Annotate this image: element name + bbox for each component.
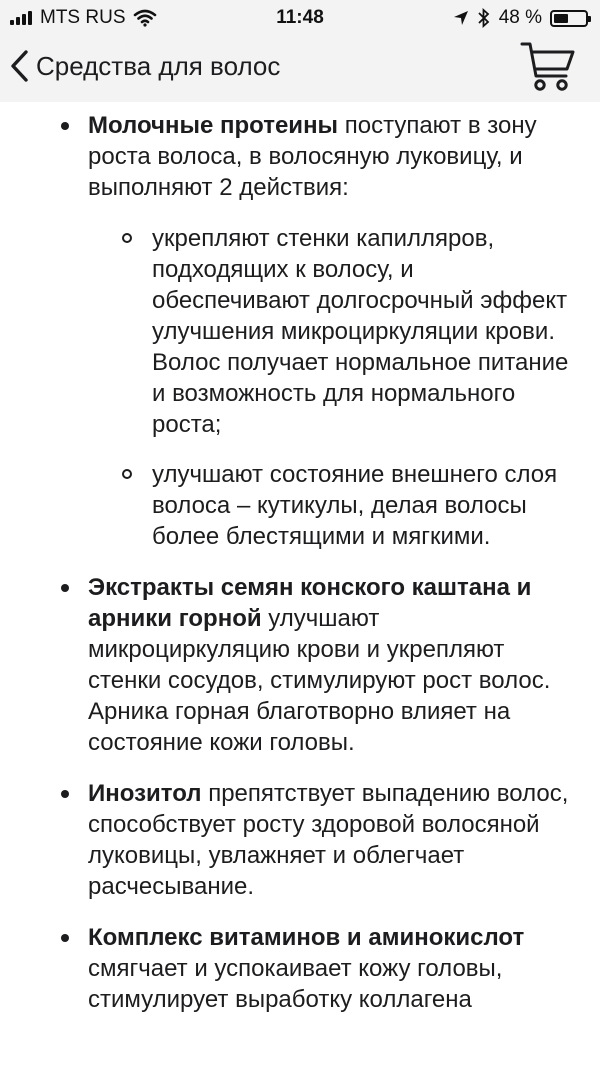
top-bar — [0, 0, 600, 102]
ingredient-name: Инозитол — [88, 780, 202, 807]
list-item — [88, 110, 570, 552]
sub-list — [88, 223, 570, 552]
sub-list-item: улучшают состояние внешнего слоя волоса – кутикулы, делая волосы более блестящими и мягкими. — [152, 459, 570, 552]
cart-icon — [520, 38, 576, 94]
ingredient-description: улучшают микроциркуляцию крови и укрепляют стенки сосудов, стимулируют рост волос. Арника горная благотворно влияет на состояние кожи головы. — [88, 605, 551, 756]
carrier-name: MTS RUS — [40, 7, 126, 28]
list-item — [88, 778, 570, 902]
chevron-left-icon — [8, 49, 30, 83]
ingredient-name: Экстракты семян конского каштана и арники горной — [88, 574, 532, 632]
ingredient-list — [0, 102, 600, 1015]
battery-cap — [588, 16, 591, 22]
ingredient-description: смягчает и успокаивает кожу головы, стимулирует выработку коллагена — [88, 955, 503, 1013]
list-item — [88, 572, 570, 758]
status-time: 11:48 — [276, 7, 324, 28]
bluetooth-icon — [477, 8, 491, 28]
status-bar — [0, 0, 600, 34]
battery-fill — [554, 14, 568, 23]
sub-list-item: укрепляют стенки капилляров, подходящих к волосу, и обеспечивают долгосрочный эффект улучшения микроциркуляции крови. Волос получает нормальное питание и возможность для нормального роста; — [152, 225, 569, 438]
cart-button[interactable] — [520, 38, 576, 94]
page-title: Средства для волос — [36, 50, 281, 81]
ingredient-name: Молочные протеины — [88, 112, 339, 139]
back-button[interactable] — [8, 44, 280, 88]
nav-bar — [0, 34, 600, 102]
ingredient-description: поступают в зону роста волоса, в волосяную луковицу, и выполняют 2 действия: — [88, 112, 537, 201]
ingredient-name: Комплекс витаминов и аминокислот — [88, 924, 525, 951]
article-content — [0, 102, 600, 1066]
list-item — [88, 922, 570, 1015]
status-right — [453, 7, 588, 29]
location-arrow-icon — [453, 10, 469, 26]
ingredient-description: препятствует выпадению волос, способствует росту здоровой волосяной луковицы, увлажняет и облегчает расчесывание. — [88, 780, 569, 900]
battery-icon — [550, 10, 588, 27]
battery-percent: 48 % — [498, 7, 542, 28]
